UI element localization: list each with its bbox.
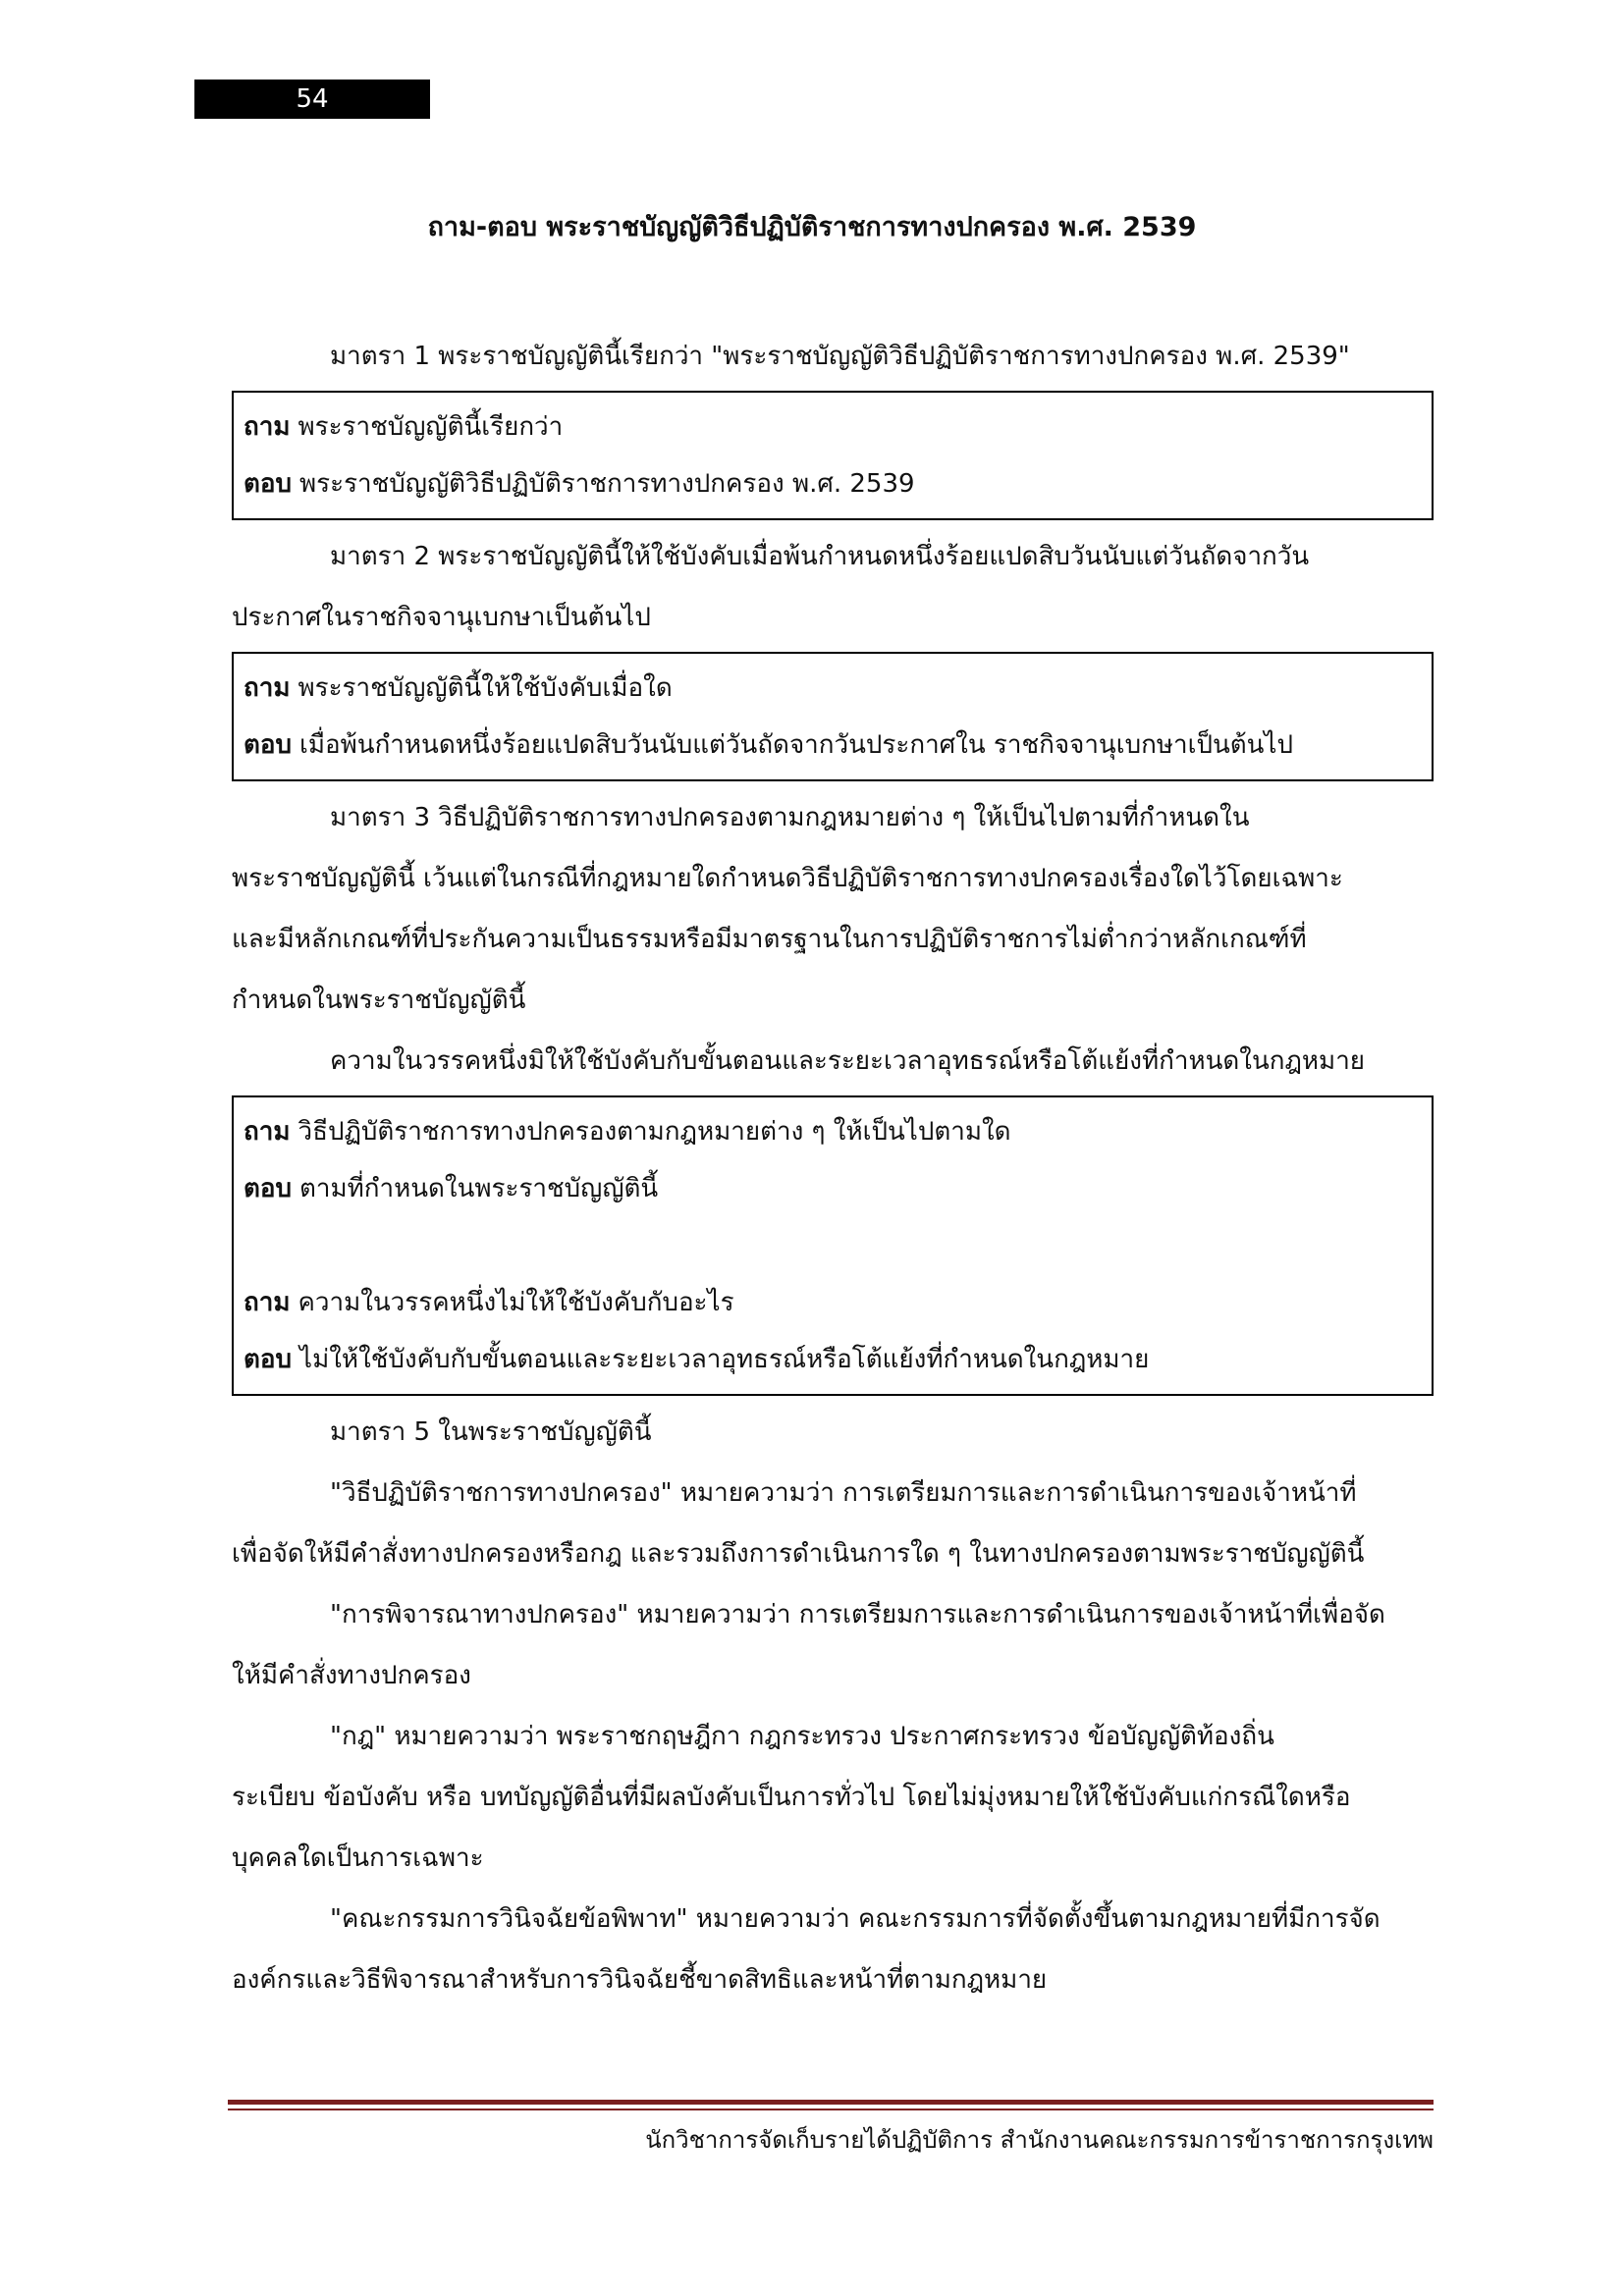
section-3-line-2: พระราชบัญญัตินี้ เว้นแต่ในกรณีที่กฎหมายใดกำหนดวิธีปฏิบัติราชการทางปกครองเรื่องใดไว้โดยเฉพาะ [232,864,1343,893]
qa-box-section-1 [232,391,1434,520]
page-number: 54 [194,80,430,119]
footer-text: นักวิชาการจัดเก็บรายได้ปฏิบัติการ สำนักงานคณะกรรมการข้าราชการกรุงเทพ [645,2126,1434,2154]
answer-row [244,1160,1422,1217]
definition-3-line-1: "กฎ" หมายความว่า พระราชกฤษฎีกา กฎกระทรวง ประกาศกระทรวง ข้อบัญญัติท้องถิ่น [330,1722,1274,1751]
question-row [244,1103,1422,1160]
footer-divider [228,2100,1434,2105]
section-3-line-3: และมีหลักเกณฑ์ที่ประกันความเป็นธรรมหรือมีมาตรฐานในการปฏิบัติราชการไม่ต่ำกว่าหลักเกณฑ์ที่ [232,925,1307,954]
definition-1-line-2: เพื่อจัดให้มีคำสั่งทางปกครองหรือกฎ และรวมถึงการดำเนินการใด ๆ ในทางปกครองตามพระราชบัญญัตินี้ [232,1539,1365,1569]
answer-label: ตอบ [244,469,293,499]
section-3-line-1: มาตรา 3 วิธีปฏิบัติราชการทางปกครองตามกฎหมายต่าง ๆ ให้เป็นไปตามที่กำหนดใน [330,803,1250,832]
answer-label: ตอบ [244,1174,293,1203]
question-row [244,660,1422,717]
answer-text: ตามที่กำหนดในพระราชบัญญัตินี้ [299,1174,659,1203]
question-text: พระราชบัญญัตินี้เรียกว่า [298,412,564,442]
answer-label: ตอบ [244,1345,293,1374]
question-text: ความในวรรคหนึ่งไม่ให้ใช้บังคับกับอะไร [298,1288,734,1317]
answer-label: ตอบ [244,730,293,760]
definition-2-line-1: "การพิจารณาทางปกครอง" หมายความว่า การเตรียมการและการดำเนินการของเจ้าหน้าที่เพื่อจัด [330,1600,1385,1629]
question-text: พระราชบัญญัตินี้ให้ใช้บังคับเมื่อใด [298,673,673,703]
answer-text: พระราชบัญญัติวิธีปฏิบัติราชการทางปกครอง พ.ศ. 2539 [299,469,915,499]
answer-row [244,455,1422,512]
section-3-line-4: กำหนดในพระราชบัญญัตินี้ [232,986,526,1015]
answer-text: เมื่อพ้นกำหนดหนึ่งร้อยแปดสิบวันนับแต่วันถัดจากวันประกาศใน ราชกิจจานุเบกษาเป็นต้นไป [299,730,1293,760]
qa-spacer [244,1217,1422,1274]
answer-text: ไม่ให้ใช้บังคับกับขั้นตอนและระยะเวลาอุทธรณ์หรือโต้แย้งที่กำหนดในกฎหมาย [299,1345,1150,1374]
page-title: ถาม-ตอบ พระราชบัญญัติวิธีปฏิบัติราชการทางปกครอง พ.ศ. 2539 [427,212,1197,242]
section-2-line-2: ประกาศในราชกิจจานุเบกษาเป็นต้นไป [232,603,651,632]
document-body [232,326,1434,2010]
definition-2-line-2: ให้มีคำสั่งทางปกครอง [232,1661,471,1690]
definition-1-line-1: "วิธีปฏิบัติราชการทางปกครอง" หมายความว่า การเตรียมการและการดำเนินการของเจ้าหน้าที่ [330,1478,1357,1508]
question-label: ถาม [244,673,291,703]
question-label: ถาม [244,1288,291,1317]
question-row [244,1274,1422,1331]
definition-3-line-2: ระเบียบ ข้อบังคับ หรือ บทบัญญัติอื่นที่มีผลบังคับเป็นการทั่วไป โดยไม่มุ่งหมายให้ใช้บังคับแก่กรณีใดหรือ [232,1783,1351,1812]
question-label: ถาม [244,412,291,442]
footer-divider-thin [228,2109,1434,2110]
definition-3-line-3: บุคคลใดเป็นการเฉพาะ [232,1843,484,1873]
section-3-paragraph-2: ความในวรรคหนึ่งมิให้ใช้บังคับกับขั้นตอนและระยะเวลาอุทธรณ์หรือโต้แย้งที่กำหนดในกฎหมาย [330,1046,1366,1076]
section-2-line-1: มาตรา 2 พระราชบัญญัตินี้ให้ใช้บังคับเมื่อพ้นกำหนดหนึ่งร้อยแปดสิบวันนับแต่วันถัดจากวัน [330,542,1310,571]
section-1-text: มาตรา 1 พระราชบัญญัตินี้เรียกว่า "พระราชบัญญัติวิธีปฏิบัติราชการทางปกครอง พ.ศ. 2539" [330,342,1350,371]
answer-row [244,717,1422,774]
section-5-heading: มาตรา 5 ในพระราชบัญญัตินี้ [330,1417,652,1447]
definition-4-line-1: "คณะกรรมการวินิจฉัยข้อพิพาท" หมายความว่า คณะกรรมการที่จัดตั้งขึ้นตามกฎหมายที่มีการจัด [330,1904,1380,1934]
definition-4-line-2: องค์กรและวิธีพิจารณาสำหรับการวินิจฉัยชี้ขาดสิทธิและหน้าที่ตามกฎหมาย [232,1965,1048,1995]
qa-box-section-3 [232,1095,1434,1396]
question-label: ถาม [244,1117,291,1147]
question-text: วิธีปฏิบัติราชการทางปกครองตามกฎหมายต่าง ๆ ให้เป็นไปตามใด [298,1117,1011,1147]
question-row [244,399,1422,455]
qa-box-section-2 [232,652,1434,781]
answer-row [244,1331,1422,1388]
